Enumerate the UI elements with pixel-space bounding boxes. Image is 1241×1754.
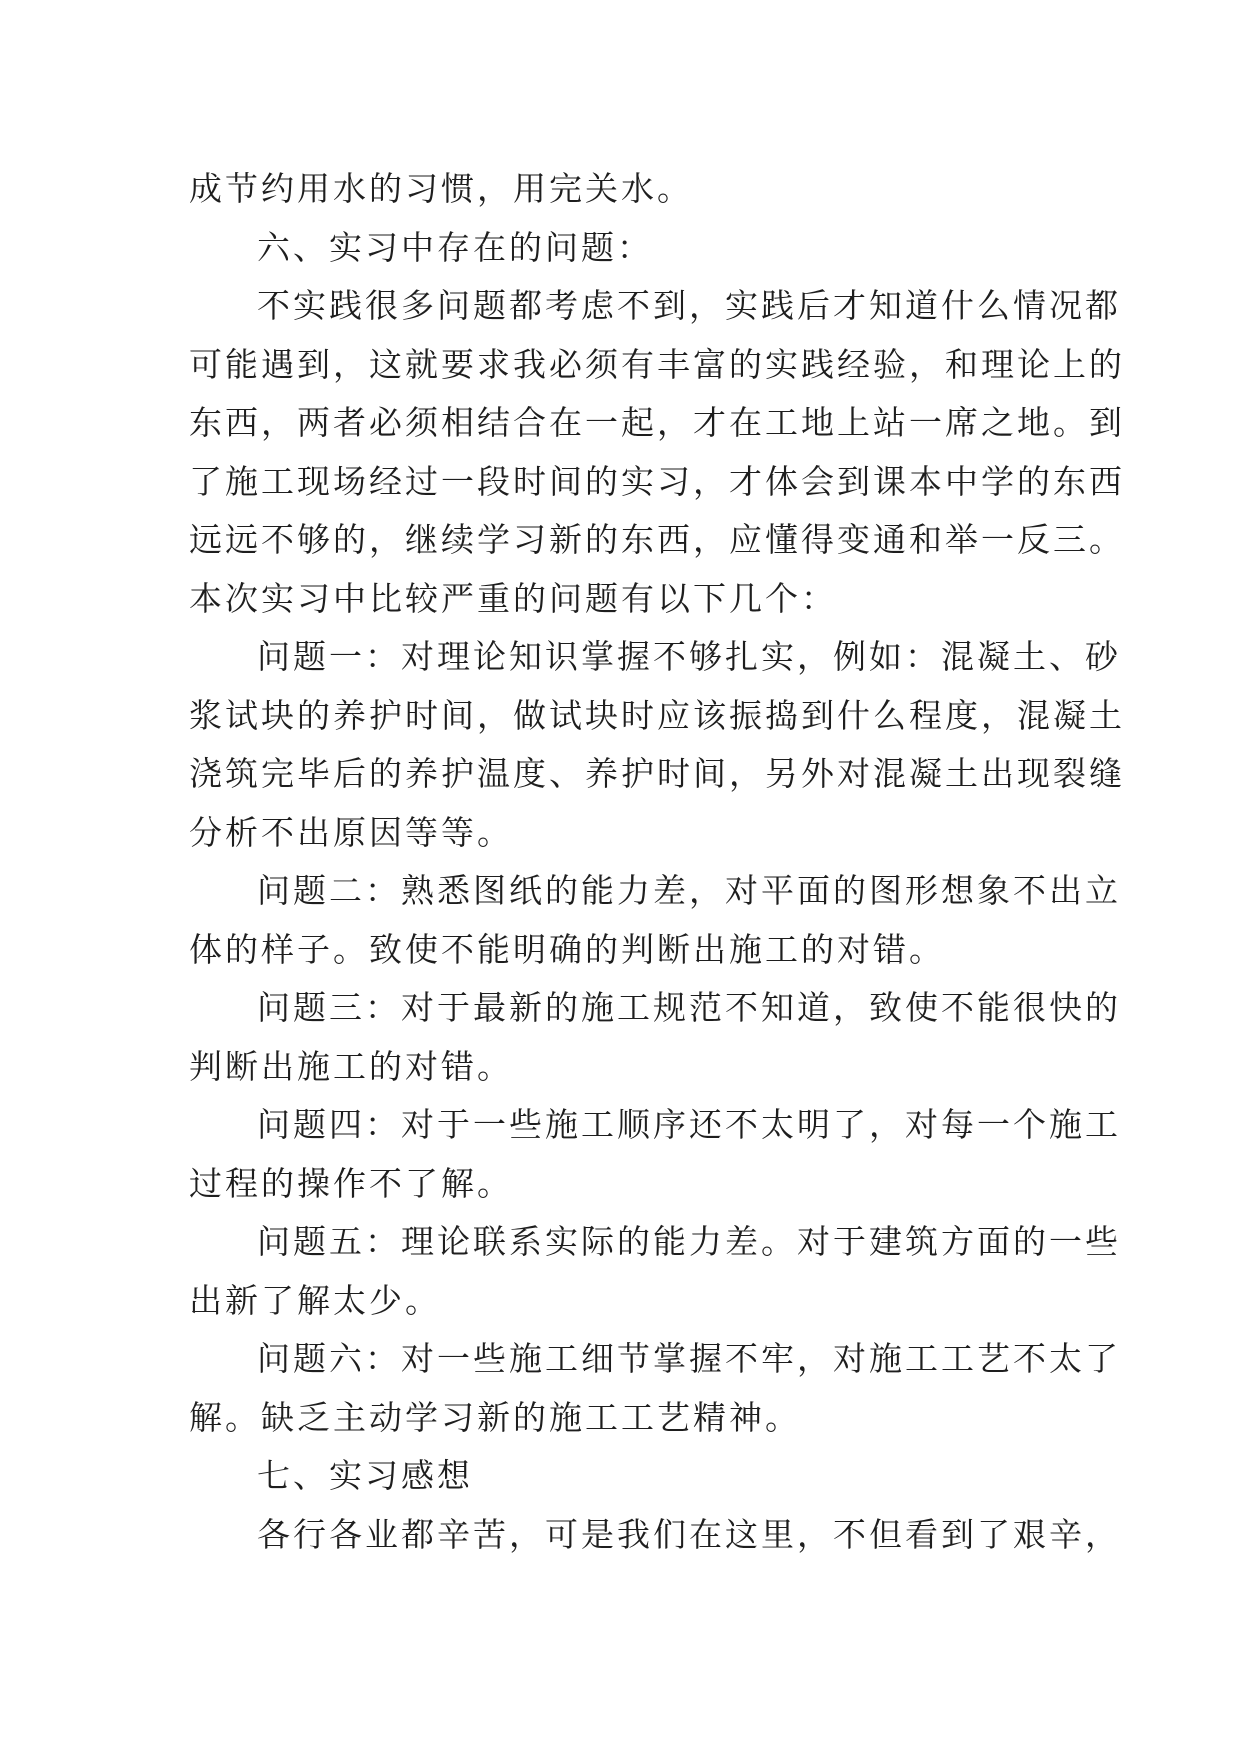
text-line: 过程的操作不了解。 — [189, 1163, 513, 1203]
section-heading: 七、实习感想 — [257, 1456, 473, 1495]
text-line: 各行各业都辛苦，可是我们在这里，不但看到了艰辛， — [257, 1514, 1121, 1554]
text-line: 可能遇到，这就要求我必须有丰富的实践经验，和理论上的 — [189, 344, 1125, 384]
text-line: 东西，两者必须相结合在一起，才在工地上站一席之地。到 — [189, 403, 1125, 442]
text-line: 浇筑完毕后的养护温度、养护时间，另外对混凝土出现裂缝 — [189, 754, 1125, 793]
text-line: 本次实习中比较严重的问题有以下几个： — [189, 578, 837, 618]
text-line: 体的样子。致使不能明确的判断出施工的对错。 — [189, 929, 945, 969]
text-line: 问题四：对于一些施工顺序还不太明了，对每一个施工 — [257, 1105, 1121, 1144]
text-line: 浆试块的养护时间，做试块时应该振捣到什么程度，混凝土 — [189, 695, 1125, 735]
text-line: 了施工现场经过一段时间的实习，才体会到课本中学的东西 — [189, 461, 1125, 501]
text-line: 问题二：熟悉图纸的能力差，对平面的图形想象不出立 — [257, 871, 1121, 910]
text-line: 成节约用水的习惯，用完关水。 — [189, 169, 693, 208]
text-line: 问题一：对理论知识掌握不够扎实，例如：混凝土、砂 — [257, 637, 1121, 676]
text-line: 分析不出原因等等。 — [189, 812, 513, 852]
text-line: 远远不够的，继续学习新的东西，应懂得变通和举一反三。 — [189, 520, 1125, 559]
text-line: 问题五：理论联系实际的能力差。对于建筑方面的一些 — [257, 1222, 1121, 1261]
text-line: 出新了解太少。 — [189, 1280, 441, 1320]
text-line: 问题三：对于最新的施工规范不知道，致使不能很快的 — [257, 988, 1121, 1027]
text-line: 解。缺乏主动学习新的施工工艺精神。 — [189, 1397, 801, 1437]
text-line: 问题六：对一些施工细节掌握不牢，对施工工艺不太了 — [257, 1339, 1121, 1378]
section-heading: 六、实习中存在的问题： — [257, 227, 653, 267]
body-text — [189, 160, 1125, 1564]
text-line: 不实践很多问题都考虑不到，实践后才知道什么情况都 — [257, 286, 1121, 325]
text-line: 判断出施工的对错。 — [189, 1046, 513, 1086]
